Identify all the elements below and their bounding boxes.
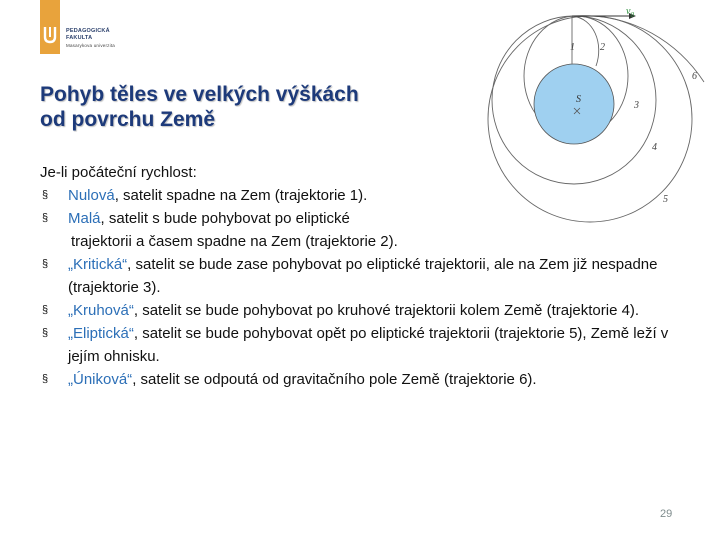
bullet-icon: § <box>42 258 49 270</box>
label-2: 2 <box>600 42 605 53</box>
logo-line-1: PEDAGOGICKÁ <box>66 28 110 34</box>
bullet-icon: § <box>42 373 49 385</box>
item-text: , satelit se bude zase pohybovat po eliptické trajektorii, ale na Zem již nespadne (trajektorie 3). <box>68 256 658 296</box>
trajectory-2 <box>572 16 599 66</box>
item-term: Nulová <box>68 187 115 204</box>
bullet-icon: § <box>42 189 49 201</box>
intro-text: Je-li počáteční rychlost: <box>40 164 197 181</box>
earth-label: S <box>576 94 581 105</box>
label-4: 4 <box>652 142 657 153</box>
list-item <box>40 299 680 322</box>
label-5: 5 <box>663 194 668 205</box>
faculty-logo <box>40 0 140 58</box>
item-text: , satelit se odpoutá od gravitačního pole Země (trajektorie 6). <box>132 371 537 388</box>
item-text-continued: trajektorii a časem spadne na Zem (trajektorie 2). <box>71 233 398 250</box>
bullet-icon: § <box>42 212 49 224</box>
logo-text <box>66 28 115 49</box>
bullet-icon: § <box>42 304 49 316</box>
title-line-1: Pohyb těles ve velkých výškách <box>40 83 359 106</box>
item-term: Malá <box>68 210 101 227</box>
list-item <box>40 184 680 207</box>
label-3: 3 <box>634 100 639 111</box>
item-text: , satelit se bude pohybovat po kruhové trajektorii kolem Země (trajektorie 4). <box>133 302 640 319</box>
earth <box>534 64 614 144</box>
item-text: , satelit s bude pohybovat po eliptické <box>100 210 350 227</box>
label-1: 1 <box>570 42 575 53</box>
label-6: 6 <box>692 71 697 82</box>
list-item <box>40 253 680 299</box>
v0-label: $v_0$ <box>626 6 634 19</box>
item-text: , satelit spadne na Zem (trajektorie 1). <box>114 187 368 204</box>
item-term: „Úniková“ <box>68 371 133 388</box>
logo-mu-icon <box>43 26 57 44</box>
list-item <box>40 322 680 368</box>
item-term: „Kruhová“ <box>68 302 134 319</box>
item-term: „Kritická“ <box>68 256 128 273</box>
title-line-2: od povrchu Země <box>40 108 216 131</box>
bullet-icon: § <box>42 327 49 339</box>
logo-line-3: Masarykova univerzita <box>66 43 115 48</box>
item-text: , satelit se bude pohybovat opět po eliptické trajektorii (trajektorie 5), Země leží v jejím ohnisku. <box>68 325 669 365</box>
logo-line-2: FAKULTA <box>66 35 93 41</box>
logo-bar <box>40 0 60 54</box>
list-item <box>40 207 680 253</box>
slide-content <box>40 161 680 391</box>
page-number: 29 <box>660 508 673 520</box>
velocity-list <box>40 184 680 391</box>
item-term: „Eliptická“ <box>68 325 134 342</box>
slide-title <box>40 82 460 132</box>
list-item <box>40 368 680 391</box>
